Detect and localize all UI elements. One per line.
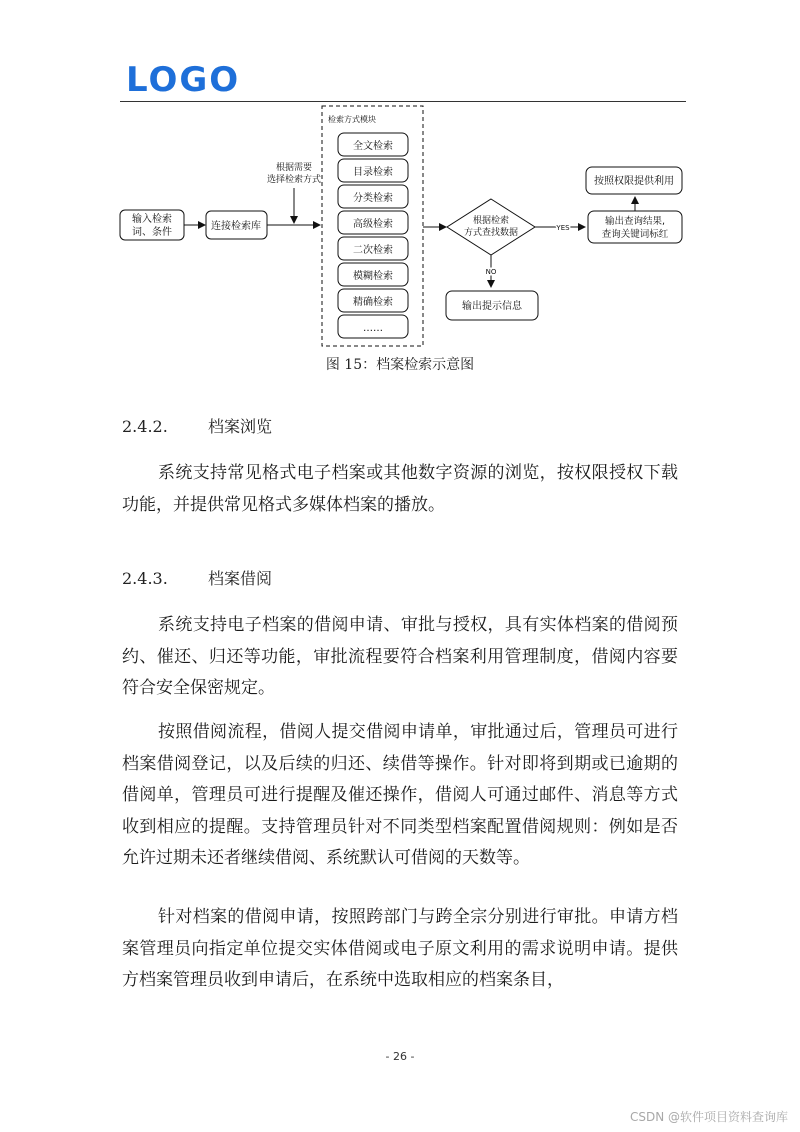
decision-line-1: 根据检索 [472,216,510,226]
paragraph: 按照借阅流程，借阅人提交借阅申请单，审批通过后，管理员可进行档案借阅登记，以及后续的归还、续借等操作。针对即将到期或已逾期的借阅单，管理员可进行提醒及催还操作，借阅人可通过邮件、消息等方式收到相应的提醒。支持管理员针对不同类型档案配置借阅规则：例如是否允许过期未还者继续借阅、系统默认可借阅的天数等。 [122,722,678,868]
method-list [338,133,408,338]
method-label: 模糊检索 [353,271,393,282]
method-label: 二次检索 [353,245,393,256]
method-label: 目录检索 [353,167,393,178]
result-line-2: 查询关键词标红 [601,229,669,240]
page-number: - 26 - [385,1050,415,1063]
hint-label: 输出提示信息 [462,301,522,312]
retrieval-flowchart [0,0,800,350]
permission-label: 按照权限提供利用 [594,176,674,187]
section-number: 2.4.2. [122,417,168,436]
method-label: 精确检索 [353,297,393,308]
yes-label: YES [556,224,570,232]
paragraph: 系统支持电子档案的借阅申请、审批与授权，具有实体档案的借阅预约、催还、归还等功能，审批流程要符合档案利用管理制度，借阅内容要符合安全保密规定。 [122,615,678,698]
method-label: 全文检索 [353,141,393,152]
method-label: 分类检索 [353,193,393,204]
section-title: 档案浏览 [208,417,273,436]
connect-label: 连接检索库 [211,221,261,232]
decision-line-2: 方式查找数据 [463,228,519,238]
note-line-2: 选择检索方式 [266,175,322,185]
section-heading [122,414,272,437]
paragraph: 系统支持常见格式电子档案或其他数字资源的浏览，按权限授权下载功能，并提供常见格式多媒体档案的播放。 [122,463,678,515]
section-number: 2.4.3. [122,569,168,588]
paragraph: 针对档案的借阅申请，按照跨部门与跨全宗分别进行审批。申请方档案管理员向指定单位提交实体借阅或电子原文利用的需求说明申请。提供方档案管理员收到申请后，在系统中选取相应的档案条目， [122,907,678,990]
input-line-1: 输入检索 [132,214,172,225]
method-label: …… [363,323,383,334]
section-title: 档案借阅 [208,569,273,588]
figure-caption: 图 15：档案检索示意图 [325,357,475,373]
section-heading [122,566,272,589]
logo: LOGO [126,60,241,100]
result-line-1: 输出查询结果, [604,216,666,227]
decision-diamond [447,199,535,255]
method-label: 高级检索 [353,219,393,230]
watermark: CSDN @软件项目资料查询库 [629,1110,788,1124]
no-label: NO [485,268,497,276]
module-title: 检索方式模块 [328,115,376,124]
note-line-1: 根据需要 [275,163,313,173]
input-line-2: 词、条件 [132,227,172,238]
